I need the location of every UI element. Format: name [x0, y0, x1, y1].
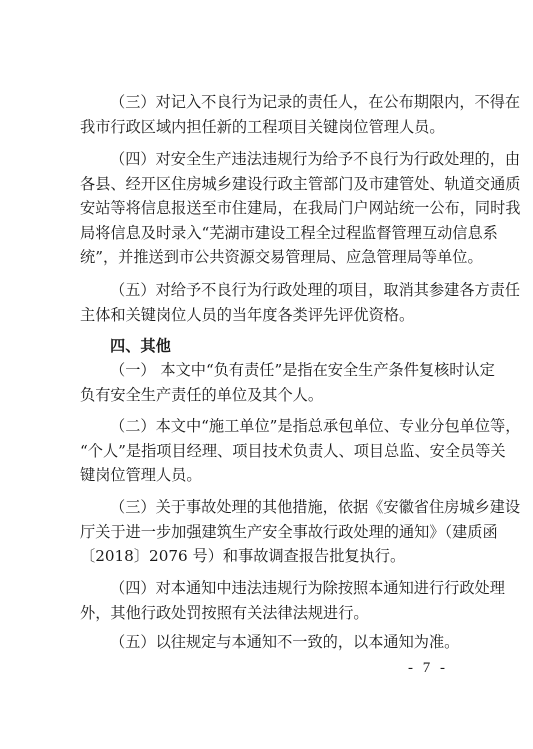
paragraph-line: （三）对记入不良行为记录的责任人，在公布期限内，不得在	[110, 93, 521, 111]
paragraph-line: （四）对安全生产违法违规行为给予不良行为行政处理的，由	[110, 150, 521, 168]
paragraph-line: （五）以往规定与本通知不一致的，以本通知为准。	[110, 633, 460, 651]
paragraph-line: （一） 本文中“负有责任”是指在安全生产条件复核时认定	[110, 361, 495, 379]
paragraph-line: 各县、经开区住房城乡建设行政主管部门及市建管处、轨道交通质	[80, 174, 521, 193]
section-paragraph-four	[80, 576, 505, 625]
paragraph-line: （三）关于事故处理的其他措施，依据《安徽省住房城乡建设	[110, 498, 521, 516]
paragraph-five-disqualification	[80, 278, 521, 327]
paragraph-line: （五）对给予不良行为行政处理的项目，取消其参建各方责任	[110, 281, 521, 299]
section-paragraph-five	[80, 630, 460, 655]
paragraph-line: 〔2018〕2076 号）和事故调查报告批复执行。	[80, 547, 406, 566]
section-paragraph-one	[80, 358, 495, 407]
paragraph-line: （四）对本通知中违法违规行为除按照本通知进行行政处理	[110, 579, 505, 597]
paragraph-line: 我市行政区域内担任新的工程项目关键岗位管理人员。	[80, 117, 445, 136]
paragraph-line: 键岗位管理人员。	[80, 466, 202, 485]
section-heading-other: 四、其他	[110, 337, 171, 355]
paragraph-line: 主体和关键岗位人员的当年度各类评先评优资格。	[80, 305, 415, 324]
paragraph-line: 厅关于进一步加强建筑生产安全事故行政处理的通知》（建质函	[80, 522, 498, 541]
page-number: - 7 -	[408, 660, 448, 676]
section-paragraph-two	[80, 414, 521, 488]
paragraph-three-blacklist	[80, 90, 521, 139]
paragraph-four-publication	[80, 147, 521, 270]
paragraph-line: 外，其他行政处罚按照有关法律法规进行。	[80, 603, 369, 622]
paragraph-line: “个人”是指项目经理、项目技术负责人、项目总监、安全员等关	[80, 441, 506, 460]
section-paragraph-three	[80, 495, 521, 569]
paragraph-line: 局将信息及时录入“芜湖市建设工程全过程监督管理互动信息系	[80, 223, 498, 242]
paragraph-line: 负有安全生产责任的单位及其个人。	[80, 385, 323, 404]
paragraph-line: 统”，并推送到市公共资源交易管理局、应急管理局等单位。	[80, 248, 483, 267]
paragraph-line: （二）本文中“施工单位”是指总承包单位、专业分包单位等，	[110, 417, 521, 435]
paragraph-line: 安站等将信息报送至市住建局，在我局门户网站统一公布，同时我	[80, 199, 521, 218]
